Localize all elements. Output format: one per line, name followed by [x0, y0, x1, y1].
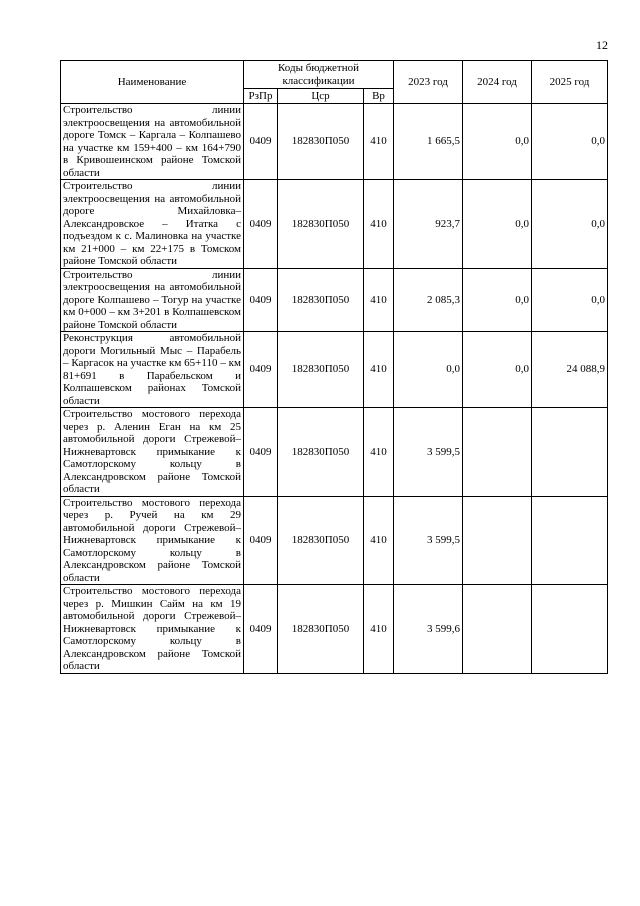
row-rzpr: 0409: [244, 496, 278, 585]
row-rzpr: 0409: [244, 180, 278, 269]
row-rzpr: 0409: [244, 104, 278, 180]
row-vr: 410: [364, 104, 394, 180]
table-row: [61, 268, 608, 332]
row-rzpr: 0409: [244, 268, 278, 332]
row-rzpr: 0409: [244, 332, 278, 408]
header-vr: Вр: [364, 89, 394, 104]
row-name: Строительство мостового перехода через р. Ручей на км 29 автомобильной дороги Стрежевой–Нижневартовск примыкание к Самотлорскому кольцу в Александровском районе Томской области: [61, 496, 244, 585]
row-csr: 182830П050: [278, 496, 364, 585]
table-row: [61, 180, 608, 269]
header-2024: 2024 год: [463, 61, 532, 104]
row-2025: 0,0: [532, 104, 608, 180]
row-2025: 0,0: [532, 268, 608, 332]
row-rzpr: 0409: [244, 408, 278, 497]
header-csr: Цср: [278, 89, 364, 104]
row-vr: 410: [364, 332, 394, 408]
row-2024: [463, 585, 532, 674]
row-csr: 182830П050: [278, 408, 364, 497]
row-vr: 410: [364, 268, 394, 332]
row-name: Строительство линии электроосвещения на автомобильной дороге Томск – Каргала – Колпашево на участке км 159+400 – км 164+790 в Кривошеинском районе Томской области: [61, 104, 244, 180]
row-2023: 1 665,5: [394, 104, 463, 180]
row-2025: 24 088,9: [532, 332, 608, 408]
table-row: [61, 585, 608, 674]
budget-table: [60, 60, 608, 674]
row-2023: 0,0: [394, 332, 463, 408]
row-name: Строительство линии электроосвещения на автомобильной дороге Колпашево – Тогур на участке км 0+000 – км 3+201 в Колпашевском районе Томской области: [61, 268, 244, 332]
row-2023: 3 599,6: [394, 585, 463, 674]
row-2025: [532, 496, 608, 585]
row-vr: 410: [364, 180, 394, 269]
row-vr: 410: [364, 496, 394, 585]
table-row: [61, 104, 608, 180]
row-csr: 182830П050: [278, 180, 364, 269]
page-number: 12: [596, 38, 608, 52]
row-name: Реконструкция автомобильной дороги Могильный Мыс – Парабель – Каргасок на участке км 65+110 – км 81+691 в Парабельском и Колпашевском районах Томской области: [61, 332, 244, 408]
row-2024: 0,0: [463, 332, 532, 408]
header-name: Наименование: [61, 61, 244, 104]
header-codes-group: Коды бюджетной классификации: [244, 61, 394, 89]
row-csr: 182830П050: [278, 104, 364, 180]
row-vr: 410: [364, 585, 394, 674]
row-2023: 3 599,5: [394, 496, 463, 585]
row-2025: 0,0: [532, 180, 608, 269]
header-rzpr: РзПр: [244, 89, 278, 104]
row-name: Строительство мостового перехода через р. Аленин Еган на км 25 автомобильной дороги Стрежевой–Нижневартовск примыкание к Самотлорскому кольцу в Александровском районе Томской области: [61, 408, 244, 497]
row-2023: 3 599,5: [394, 408, 463, 497]
row-name: Строительство линии электроосвещения на автомобильной дороге Михайловка– Александровское – Итатка с подъездом к с. Малиновка на участке км 21+000 – км 22+175 в Томском районе Томской области: [61, 180, 244, 269]
table-row: [61, 496, 608, 585]
table-row: [61, 408, 608, 497]
row-2025: [532, 408, 608, 497]
row-2024: 0,0: [463, 268, 532, 332]
row-2023: 923,7: [394, 180, 463, 269]
row-2024: [463, 408, 532, 497]
row-name: Строительство мостового перехода через р. Мишкин Сайм на км 19 автомобильной дороги Стрежевой–Нижневартовск примыкание к Самотлорскому кольцу в Александровском районе Томской области: [61, 585, 244, 674]
row-2025: [532, 585, 608, 674]
row-2024: [463, 496, 532, 585]
row-csr: 182830П050: [278, 585, 364, 674]
row-rzpr: 0409: [244, 585, 278, 674]
header-2023: 2023 год: [394, 61, 463, 104]
row-vr: 410: [364, 408, 394, 497]
table-row: [61, 332, 608, 408]
row-csr: 182830П050: [278, 332, 364, 408]
row-2024: 0,0: [463, 104, 532, 180]
row-2023: 2 085,3: [394, 268, 463, 332]
header-2025: 2025 год: [532, 61, 608, 104]
row-csr: 182830П050: [278, 268, 364, 332]
row-2024: 0,0: [463, 180, 532, 269]
